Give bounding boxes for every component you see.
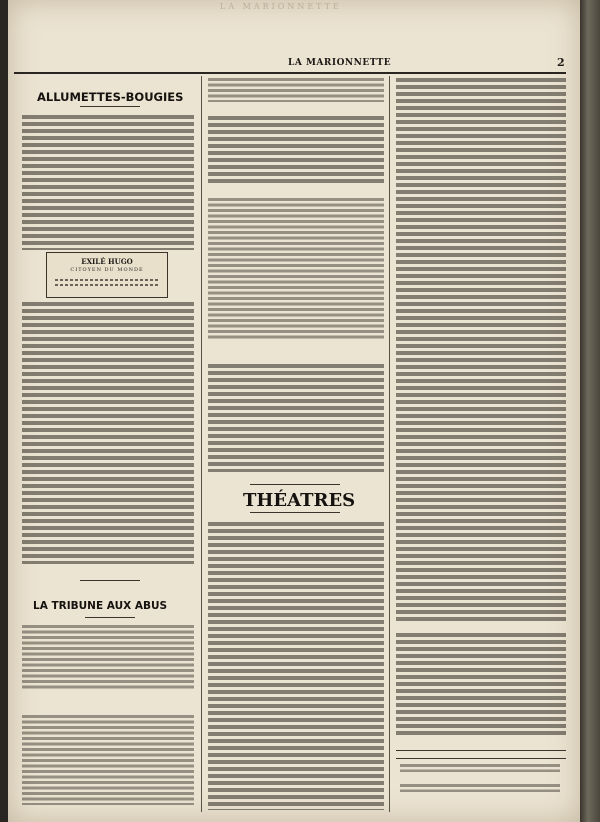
article-text-tribune <box>22 625 194 691</box>
title-underline <box>80 106 140 107</box>
inset-announcement-box <box>46 252 168 298</box>
title-underline <box>85 617 135 618</box>
section-title-theatres: THÉATRES <box>243 490 356 511</box>
article-text-allumettes <box>22 115 194 250</box>
adjacent-page-edge <box>580 0 600 822</box>
column-divider-2 <box>389 76 390 812</box>
footer-separator <box>396 750 566 751</box>
note-text <box>208 364 384 472</box>
column-divider-1 <box>201 76 202 812</box>
article-text-tribune-letter <box>22 715 194 805</box>
article-text-middle <box>208 116 384 186</box>
page-number: 2 <box>557 56 565 69</box>
footer-separator <box>396 758 566 759</box>
inset-box-subtitle: CITOYEN DU MONDE <box>70 267 144 273</box>
bleed-through-header: LA MARIONNETTE <box>220 2 342 11</box>
section-separator <box>250 484 340 485</box>
inset-box-fine-print <box>55 279 159 281</box>
theatre-reviews-final <box>396 633 566 738</box>
footer-publisher-line <box>400 764 560 772</box>
section-title-allumettes: ALLUMETTES-BOUGIES <box>37 90 184 104</box>
article-text-allumettes-continued <box>22 302 194 564</box>
theatre-reviews-text <box>208 522 384 810</box>
inset-box-title: EXILÉ HUGO <box>81 257 133 266</box>
section-separator <box>250 512 340 513</box>
article-text-top <box>208 78 384 102</box>
section-title-tribune: LA TRIBUNE AUX ABUS <box>33 600 168 612</box>
page-header-title: LA MARIONNETTE <box>288 58 392 68</box>
section-separator <box>80 580 140 581</box>
inset-box-fine-print <box>55 284 159 286</box>
theatre-reviews-text-continued <box>396 78 566 623</box>
letter-text <box>208 198 384 341</box>
footer-printer-line <box>400 784 560 792</box>
header-rule <box>14 72 566 74</box>
